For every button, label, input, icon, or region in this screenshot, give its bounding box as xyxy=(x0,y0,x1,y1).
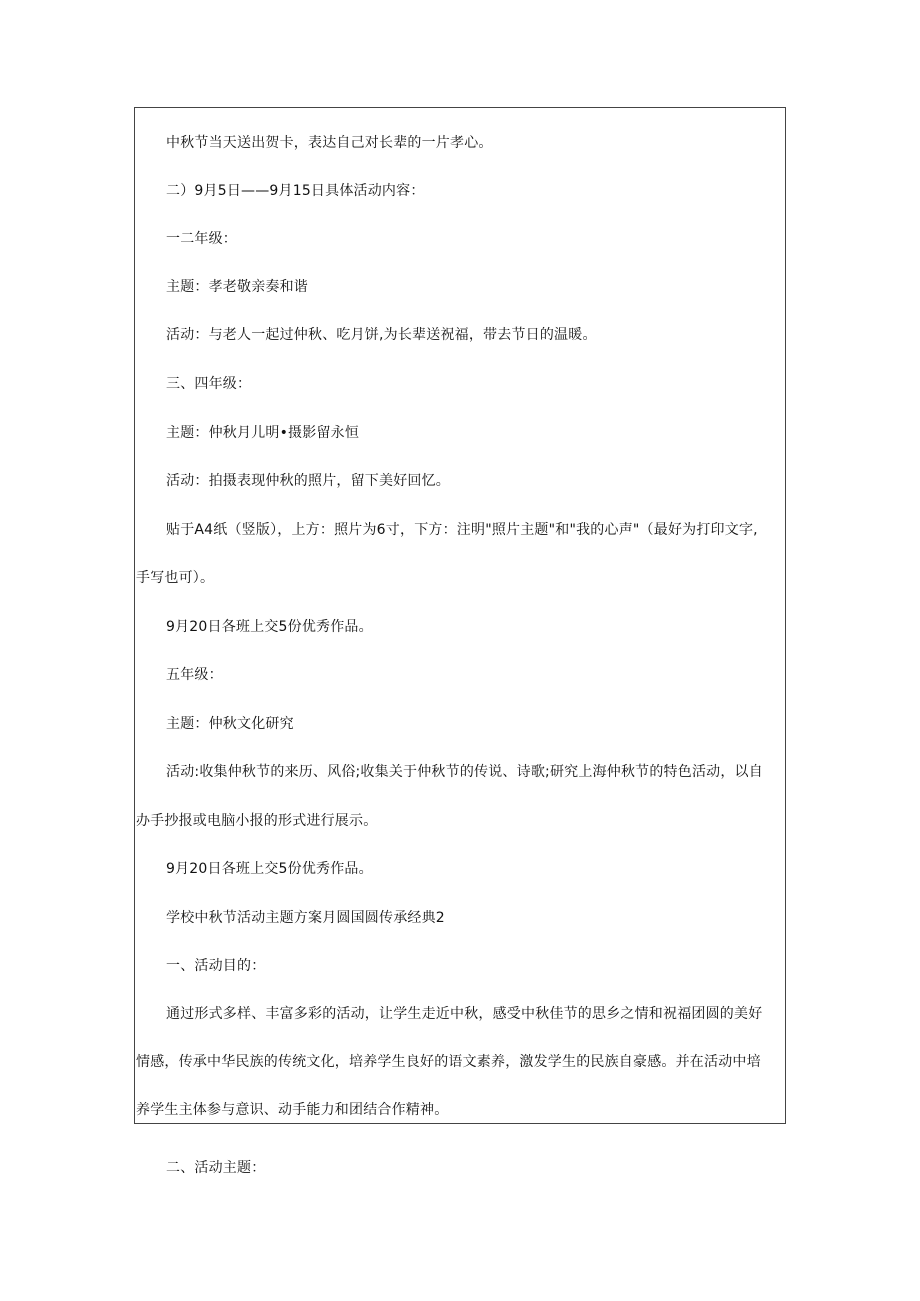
text-line: 活动:收集仲秋节的来历、风俗;收集关于仲秋节的传说、诗歌;研究上海仲秋节的特色活动，以自 xyxy=(166,764,763,780)
text-line: 三、四年级： xyxy=(166,376,252,392)
text-line: 中秋节当天送出贺卡，表达自己对长辈的一片孝心。 xyxy=(166,135,493,151)
text-line: 手写也可）。 xyxy=(136,570,215,586)
text-line: 情感，传承中华民族的传统文化，培养学生良好的语文素养，激发学生的民族自豪感。并在活动中培 xyxy=(136,1054,761,1070)
text-line: 主题：仲秋月儿明•摄影留永恒 xyxy=(166,425,360,441)
text-line: 办手抄报或电脑小报的形式进行展示。 xyxy=(136,813,378,829)
text-line: 主题：仲秋文化研究 xyxy=(166,716,294,732)
text-line: 活动：拍摄表现仲秋的照片，留下美好回忆。 xyxy=(166,473,450,489)
text-line: 主题：孝老敬亲奏和谐 xyxy=(166,279,308,295)
text-line: 9月20日各班上交5份优秀作品。 xyxy=(166,619,373,635)
text-line: 养学生主体参与意识、动手能力和团结合作精神。 xyxy=(136,1102,449,1118)
text-line: 五年级： xyxy=(166,667,223,683)
text-line: 二、活动主题： xyxy=(166,1160,266,1176)
text-line: 活动：与老人一起过仲秋、吃月饼,为长辈送祝福，带去节日的温暖。 xyxy=(166,327,597,343)
text-line: 学校中秋节活动主题方案月圆国圆传承经典2 xyxy=(166,910,445,926)
text-line: 二）9月5日——9月15日具体活动内容： xyxy=(166,183,425,199)
text-line: 一、活动目的： xyxy=(166,958,266,974)
text-line: 贴于A4纸（竖版），上方：照片为6寸，下方：注明"照片主题"和"我的心声"（最好为打印文字, xyxy=(166,522,758,538)
text-line: 通过形式多样、丰富多彩的活动，让学生走近中秋，感受中秋佳节的思乡之情和祝福团圆的美好 xyxy=(166,1006,763,1022)
text-line: 9月20日各班上交5份优秀作品。 xyxy=(166,861,373,877)
text-line: 一二年级： xyxy=(166,231,237,247)
